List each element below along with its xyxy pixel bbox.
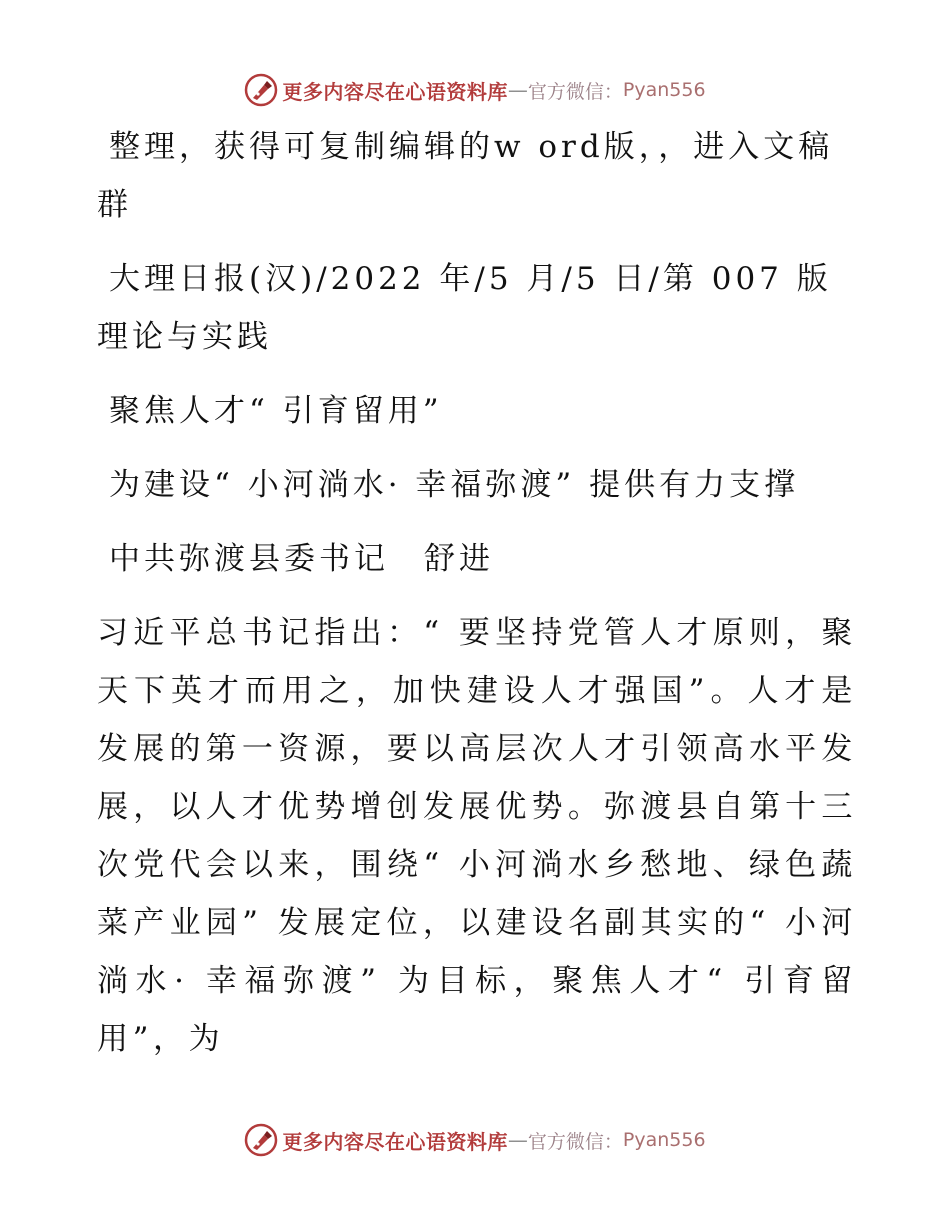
subtitle-text: 为建设“ 小河淌水· 幸福弥渡” 提供有力支撑 xyxy=(109,467,800,503)
header-banner xyxy=(0,70,950,110)
article-body xyxy=(97,604,857,1068)
document-content xyxy=(97,118,857,1068)
banner-wechat-id: Pyan556 xyxy=(622,79,706,101)
body-text: 习近平总书记指出：“ 要坚持党管人才原则，聚天下英才而用之，加快建设人才强国”。人才是发展的第一资源，要以高层次人才引领高水平发展，以人才优势增创发展优势。弥渡县自第十三次党代会以来，围绕“ 小河淌水乡愁地、绿色蔬菜产业园” 发展定位，以建设名副其实的“ 小河淌水· 幸福弥渡” 为目标，聚焦人才“ 引育留用”，为 xyxy=(97,615,857,1057)
article-author xyxy=(97,530,857,588)
banner-separator: — xyxy=(507,78,528,102)
intro-line xyxy=(97,118,857,234)
source-line xyxy=(97,250,857,366)
footer-banner xyxy=(0,1120,950,1160)
article-subtitle xyxy=(97,456,857,514)
source-text: 大理日报(汉)/2022 年/5 月/5 日/第 007 版理论与实践 xyxy=(97,261,832,355)
banner-wechat-label: 官方微信： xyxy=(527,1130,623,1153)
banner-site-text: 更多内容尽在心语资料库 xyxy=(282,79,508,104)
title-text: 聚焦人才“ 引育留用” xyxy=(109,393,443,429)
banner-separator: — xyxy=(507,1128,528,1152)
pen-nib-logo-icon xyxy=(244,1123,278,1157)
intro-text: 整理，获得可复制编辑的w ord版，，进入文稿群 xyxy=(97,129,834,223)
banner-wechat-id: Pyan556 xyxy=(622,1129,706,1151)
banner-wechat-label: 官方微信： xyxy=(527,80,623,103)
author-text: 中共弥渡县委书记 舒进 xyxy=(109,541,494,577)
banner-site-text: 更多内容尽在心语资料库 xyxy=(282,1129,508,1154)
article-title xyxy=(97,382,857,440)
pen-nib-logo-icon xyxy=(244,73,278,107)
